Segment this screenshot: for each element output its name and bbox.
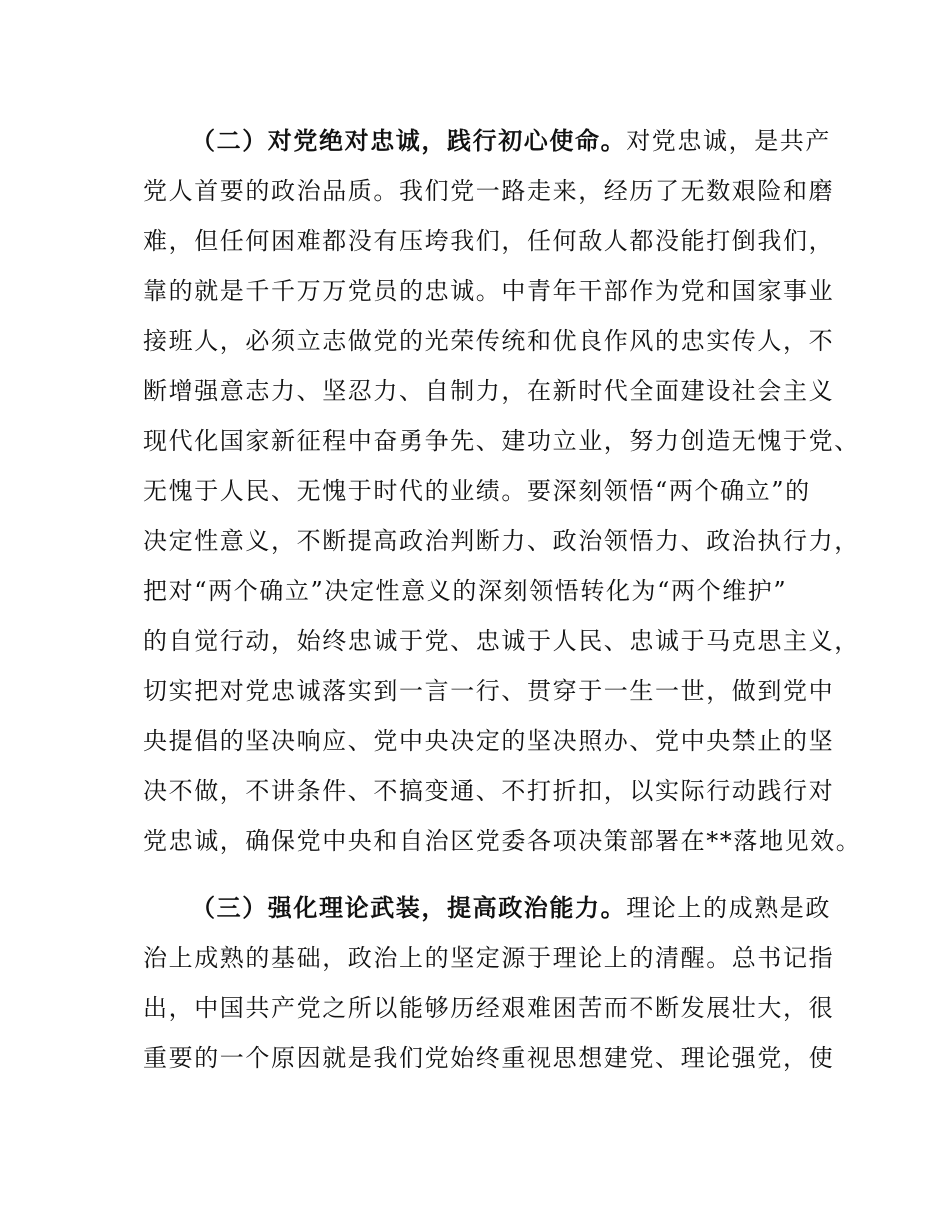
paragraph-heading: （三）强化理论武装，提高政治能力。 [191, 894, 627, 922]
paragraph-first-line [191, 126, 831, 156]
paragraph-text: 理论上的成熟是政 [626, 894, 832, 922]
paragraph-line: 无愧于人民、无愧于时代的业绩。要深刻领悟“两个确立”的 [143, 477, 811, 505]
paragraph-line: 难，但任何困难都没有压垮我们，任何敌人都没能打倒我们， [143, 227, 835, 255]
paragraph-line: 现代化国家新征程中奋勇争先、建功立业，努力创造无愧于党、 [143, 427, 860, 455]
paragraph-line: 出，中国共产党之所以能够历经艰难困苦而不断发展壮大，很 [143, 994, 835, 1022]
paragraph-line: 党人首要的政治品质。我们党一路走来，经历了无数艰险和磨 [143, 177, 835, 205]
paragraph-line: 党忠诚，确保党中央和自治区党委各项决策部署在**落地见效。 [143, 827, 862, 855]
paragraph-line: 决定性意义，不断提高政治判断力、政治领悟力、政治执行力， [143, 527, 860, 555]
paragraph-line: 接班人，必须立志做党的光荣传统和优良作风的忠实传人，不 [143, 327, 835, 355]
paragraph-line: 的自觉行动，始终忠诚于党、忠诚于人民、忠诚于马克思主义， [143, 627, 860, 655]
paragraph-line: 决不做，不讲条件、不搞变通、不打折扣，以实际行动践行对 [143, 777, 835, 805]
paragraph-line: 重要的一个原因就是我们党始终重视思想建党、理论强党，使 [143, 1044, 835, 1072]
paragraph-line: 央提倡的坚决响应、党中央决定的坚决照办、党中央禁止的坚 [143, 727, 835, 755]
paragraph-text: 对党忠诚，是共产 [626, 127, 832, 155]
paragraph-line: 治上成熟的基础，政治上的坚定源于理论上的清醒。总书记指 [143, 944, 835, 972]
paragraph-line: 切实把对党忠诚落实到一言一行、贯穿于一生一世，做到党中 [143, 677, 835, 705]
paragraph-first-line [191, 893, 831, 923]
paragraph-line: 把对“两个确立”决定性意义的深刻领悟转化为“两个维护” [143, 577, 788, 605]
paragraph-line: 断增强意志力、坚忍力、自制力，在新时代全面建设社会主义 [143, 377, 835, 405]
paragraph-line: 靠的就是千千万万党员的忠诚。中青年干部作为党和国家事业 [143, 277, 835, 305]
paragraph-heading: （二）对党绝对忠诚，践行初心使命。 [191, 127, 627, 155]
